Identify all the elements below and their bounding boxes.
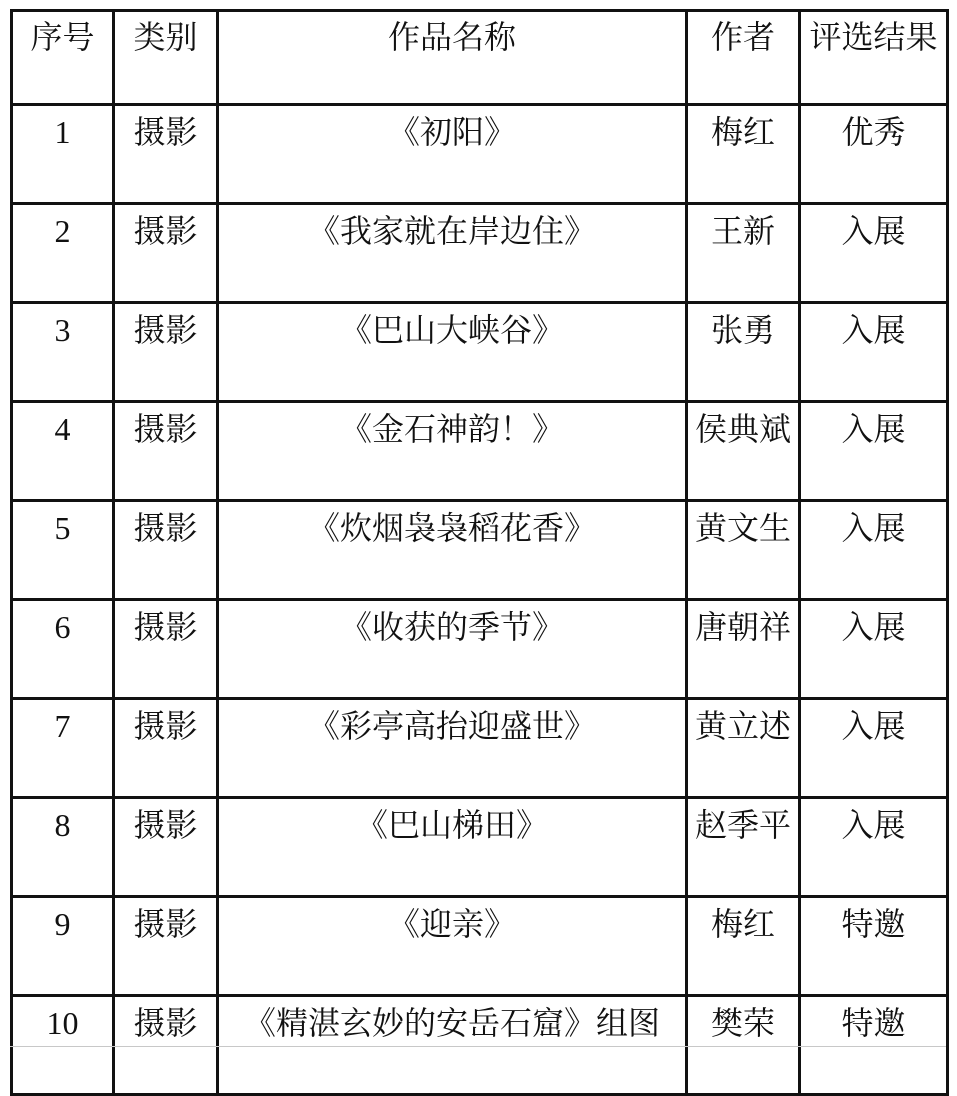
row-author: 樊荣 xyxy=(687,996,800,1095)
row-result: 特邀 xyxy=(800,996,948,1095)
row-result: 入展 xyxy=(800,303,948,402)
row-title: 《迎亲》 xyxy=(218,897,687,996)
row-category: 摄影 xyxy=(114,699,218,798)
row-result: 特邀 xyxy=(800,897,948,996)
row-title: 《精湛玄妙的安岳石窟》组图 xyxy=(218,996,687,1095)
header-result: 评选结果 xyxy=(800,11,948,105)
row-title: 《初阳》 xyxy=(218,105,687,204)
row-category: 摄影 xyxy=(114,798,218,897)
row-result: 入展 xyxy=(800,501,948,600)
table-row xyxy=(12,402,948,501)
row-category: 摄影 xyxy=(114,204,218,303)
row-title: 《炊烟袅袅稻花香》 xyxy=(218,501,687,600)
table-row xyxy=(12,996,948,1095)
row-result: 入展 xyxy=(800,600,948,699)
row-number: 2 xyxy=(12,204,114,303)
row-category: 摄影 xyxy=(114,303,218,402)
header-title: 作品名称 xyxy=(218,11,687,105)
row-category: 摄影 xyxy=(114,897,218,996)
row-title: 《我家就在岸边住》 xyxy=(218,204,687,303)
row-number: 7 xyxy=(12,699,114,798)
header-row xyxy=(12,11,948,105)
row-result: 入展 xyxy=(800,798,948,897)
page-bottom-divider xyxy=(10,1046,946,1047)
row-title: 《巴山梯田》 xyxy=(218,798,687,897)
row-title: 《金石神韵！》 xyxy=(218,402,687,501)
row-number: 6 xyxy=(12,600,114,699)
results-table xyxy=(10,9,949,1096)
table-row xyxy=(12,204,948,303)
table-row xyxy=(12,798,948,897)
table-row xyxy=(12,600,948,699)
row-result: 优秀 xyxy=(800,105,948,204)
header-author: 作者 xyxy=(687,11,800,105)
row-category: 摄影 xyxy=(114,402,218,501)
row-title: 《收获的季节》 xyxy=(218,600,687,699)
row-category: 摄影 xyxy=(114,996,218,1095)
table-row xyxy=(12,501,948,600)
row-result: 入展 xyxy=(800,204,948,303)
row-result: 入展 xyxy=(800,699,948,798)
row-author: 王新 xyxy=(687,204,800,303)
row-number: 10 xyxy=(12,996,114,1095)
row-number: 3 xyxy=(12,303,114,402)
row-number: 4 xyxy=(12,402,114,501)
header-no: 序号 xyxy=(12,11,114,105)
row-result: 入展 xyxy=(800,402,948,501)
row-category: 摄影 xyxy=(114,105,218,204)
table-row xyxy=(12,897,948,996)
row-author: 侯典斌 xyxy=(687,402,800,501)
row-category: 摄影 xyxy=(114,501,218,600)
table-row xyxy=(12,699,948,798)
row-author: 梅红 xyxy=(687,105,800,204)
row-author: 唐朝祥 xyxy=(687,600,800,699)
row-author: 张勇 xyxy=(687,303,800,402)
row-number: 1 xyxy=(12,105,114,204)
table-row xyxy=(12,105,948,204)
row-author: 梅红 xyxy=(687,897,800,996)
row-category: 摄影 xyxy=(114,600,218,699)
row-author: 黄文生 xyxy=(687,501,800,600)
row-title: 《巴山大峡谷》 xyxy=(218,303,687,402)
header-category: 类别 xyxy=(114,11,218,105)
table-row xyxy=(12,303,948,402)
row-number: 5 xyxy=(12,501,114,600)
row-number: 8 xyxy=(12,798,114,897)
row-title: 《彩亭高抬迎盛世》 xyxy=(218,699,687,798)
row-number: 9 xyxy=(12,897,114,996)
row-author: 黄立述 xyxy=(687,699,800,798)
row-author: 赵季平 xyxy=(687,798,800,897)
